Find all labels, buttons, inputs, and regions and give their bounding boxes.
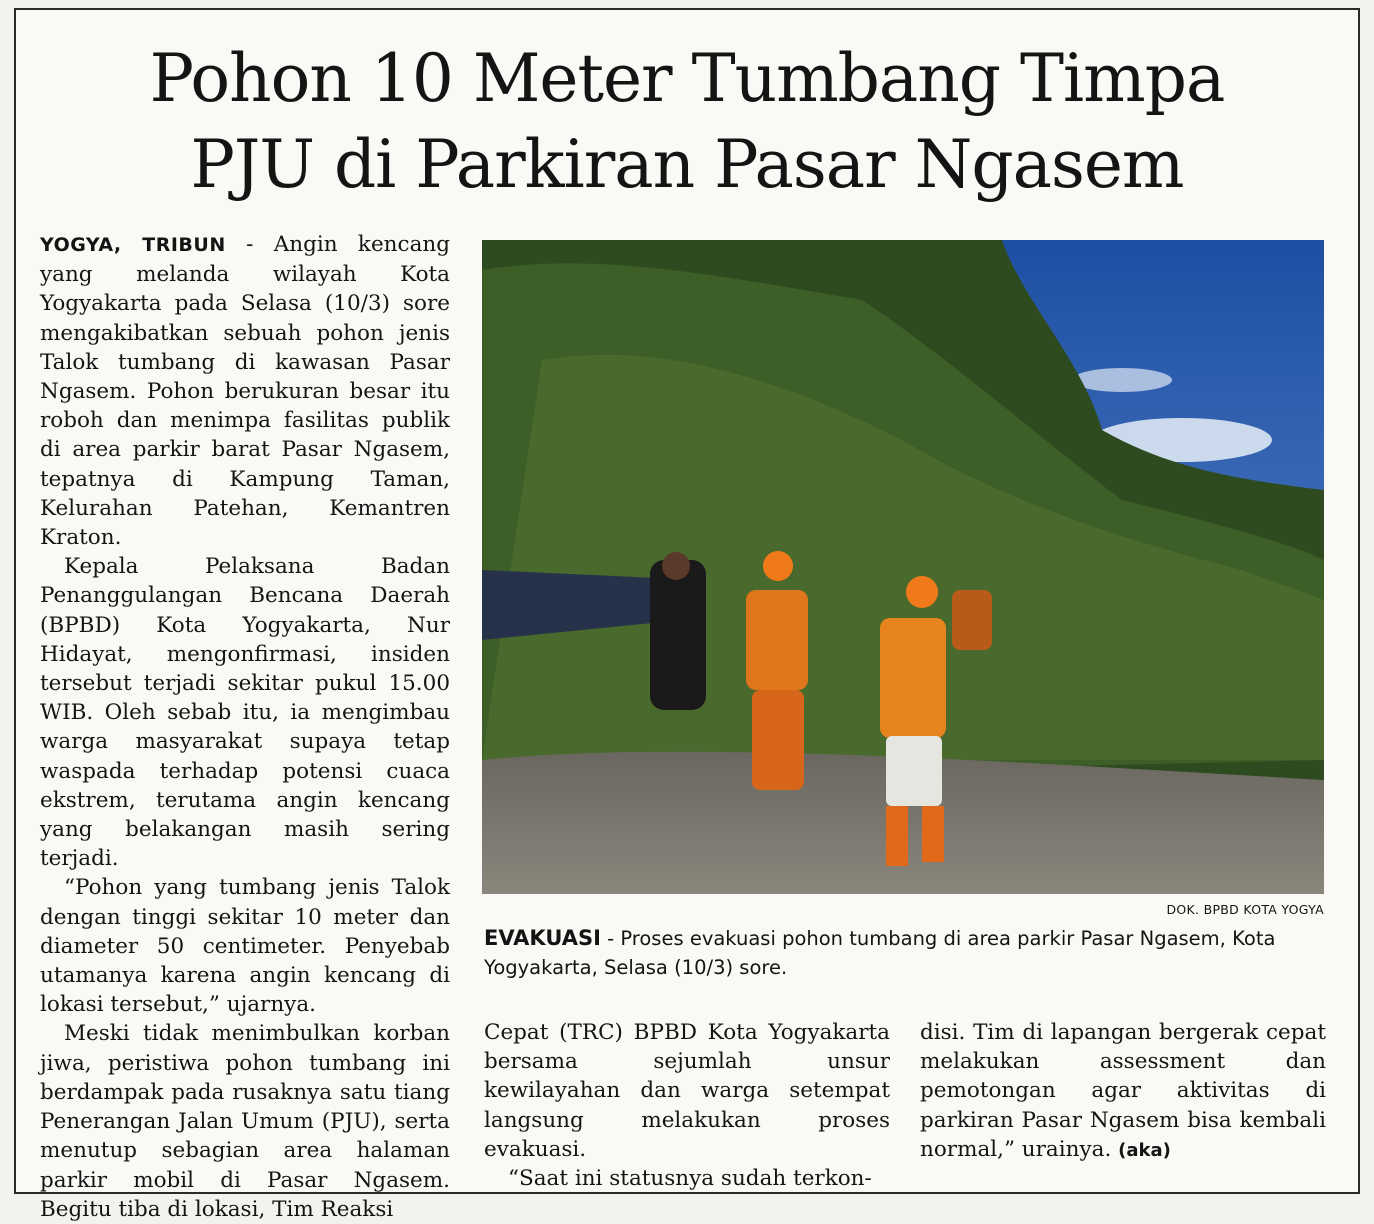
- photo-credit: DOK. BPBD KOTA YOGYA: [1166, 902, 1324, 917]
- article-column-1: [40, 230, 450, 1224]
- dateline: YOGYA, TRIBUN: [40, 234, 226, 256]
- caption-separator: -: [600, 927, 621, 950]
- paragraph-5-start: “Saat ini statusnya sudah terkon-: [508, 1166, 872, 1192]
- lead-paragraph: [40, 230, 450, 552]
- paragraph-4-start: Meski tidak menimbulkan korban jiwa, peristiwa pohon tumbang ini berdampak pada rusaknya satu tiang Penerangan Jalan Umum (PJU), serta menutup sebagian area halaman parkir mobil di Pasar Ngasem. Begitu tiba di lokasi, Tim Reaksi: [40, 1021, 450, 1222]
- caption-tag: EVAKUASI: [484, 926, 601, 950]
- article-column-2: [484, 1018, 890, 1193]
- headline: [20, 36, 1354, 208]
- paragraph-5-end: [920, 1018, 1326, 1165]
- author-signature: (aka): [1118, 1139, 1171, 1161]
- paragraph-1-text: Angin kencang yang melanda wilayah Kota Yogyakarta pada Selasa (10/3) sore mengakibatkan sebuah pohon jenis Talok tumbang di kawasan Pasar Ngasem. Pohon berukuran besar itu roboh dan menimpa fasilitas publik di area parkir barat Pasar Ngasem, tepatnya di Kampung Taman, Kelurahan Patehan, Kemantren Kraton.: [40, 232, 450, 551]
- paragraph-4-continued: Cepat (TRC) BPBD Kota Yogyakarta bersama sejumlah unsur kewilayahan dan warga setempat langsung melakukan proses evakuasi.: [484, 1020, 890, 1162]
- headline-line-1: Pohon 10 Meter Tumbang Timpa: [149, 40, 1225, 117]
- caption-text: Proses evakuasi pohon tumbang di area parkir Pasar Ngasem, Kota Yogyakarta, Selasa (10/3) sore.: [484, 927, 1276, 979]
- paragraph-2: Kepala Pelaksana Badan Penanggulangan Bencana Daerah (BPBD) Kota Yogyakarta, Nur Hidayat, mengonfirmasi, insiden tersebut terjadi sekitar pukul 15.00 WIB. Oleh sebab itu, ia mengimbau warga masyarakat supaya tetap waspada terhadap potensi cuaca ekstrem, terutama angin kencang yang belakangan masih sering terjadi.: [40, 554, 450, 872]
- article-column-3: [920, 1018, 1326, 1165]
- evacuation-photo: [482, 240, 1324, 894]
- photo-caption: [484, 924, 1326, 982]
- paragraph-5-continued: disi. Tim di lapangan bergerak cepat melakukan assessment dan pemotongan agar aktivitas di parkiran Pasar Ngasem bisa kembali normal,” urainya.: [920, 1020, 1326, 1162]
- photo-illustration: [482, 240, 1324, 894]
- headline-line-2: PJU di Parkiran Pasar Ngasem: [190, 126, 1184, 203]
- paragraph-3: “Pohon yang tumbang jenis Talok dengan tinggi sekitar 10 meter dan diameter 50 centimeter. Penyebab utamanya karena angin kencang di lokasi tersebut,” ujarnya.: [40, 875, 450, 1018]
- dateline-separator: -: [225, 232, 274, 257]
